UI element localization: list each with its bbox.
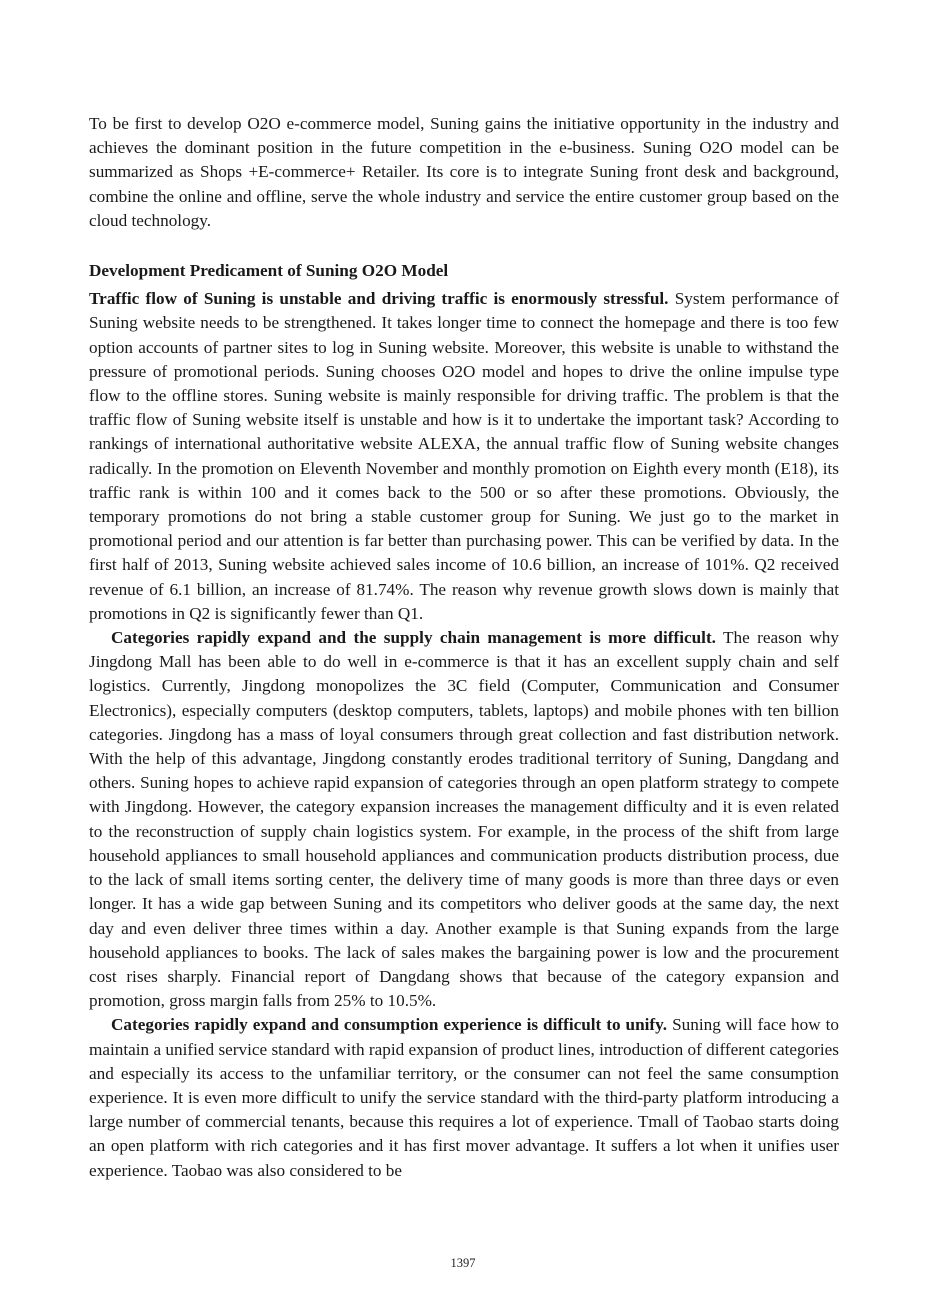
page-body (89, 112, 839, 1183)
paragraph-body: System performance of Suning website needs to be strengthened. It takes longer time to connect the homepage and there is too few option accounts of partner sites to log in Suning website. Moreover, this website is unable to withstand the pressure of promotional periods. Suning chooses O2O model and hopes to drive the online impulse type flow to the offline stores. Suning website is mainly responsible for driving traffic. The problem is that the traffic flow of Suning website itself is unstable and how is it to undertake the important task? According to rankings of international authoritative website ALEXA, the annual traffic flow of Suning website changes radically. In the promotion on Eleventh November and monthly promotion on Eighth every month (E18), its traffic rank is within 100 and it comes back to the 500 or so after these promotions. Obviously, the temporary promotions do not bring a stable customer group for Suning. We just go to the market in promotional period and our attention is far better than purchasing power. This can be verified by data. In the first half of 2013, Suning website achieved sales income of 10.6 billion, an increase of 101%. Q2 received revenue of 6.1 billion, an increase of 81.74%. The reason why revenue growth slows down is mainly that promotions in Q2 is significantly fewer than Q1. (89, 289, 839, 623)
paragraph-supply-chain (89, 626, 839, 1013)
section-heading: Development Predicament of Suning O2O Model (89, 261, 449, 281)
intro-paragraph: To be first to develop O2O e-commerce model, Suning gains the initiative opportunity in the industry and achieves the dominant position in the future competition in the e-business. Suning O2O model can be summarized as Shops +E-commerce+ Retailer. Its core is to integrate Suning front desk and background, combine the online and offline, serve the whole industry and service the entire customer group based on the cloud technology. (89, 114, 839, 230)
paragraph-consumption-experience (89, 1013, 839, 1182)
paragraph-body: Suning will face how to maintain a unified service standard with rapid expansion of product lines, introduction of different categories and especially its access to the unfamiliar territory, or the consumer can not feel the same consumption experience. It is even more difficult to unify the service standard with the third-party platform introducing a large number of commercial tenants, because this requires a lot of experience. Tmall of Taobao starts doing an open platform with rich categories and it has first mover advantage. It suffers a lot when it unifies user experience. Taobao was also considered to be (89, 1015, 839, 1180)
paragraph-lead: Categories rapidly expand and consumption experience is difficult to unify. (111, 1015, 668, 1035)
paragraph-body: The reason why Jingdong Mall has been able to do well in e-commerce is that it has an excellent supply chain and self logistics. Currently, Jingdong monopolizes the 3C field (Computer, Communication and Consumer Electronics), especially computers (desktop computers, tablets, laptops) and mobile phones with ten billion categories. Jingdong has a mass of loyal consumers through great collection and fast distribution network. With the help of this advantage, Jingdong constantly erodes traditional territory of Suning, Dangdang and others. Suning hopes to achieve rapid expansion of categories through an open platform strategy to compete with Jingdong. However, the category expansion increases the management difficulty and it is even related to the reconstruction of supply chain logistics system. For example, in the process of the shift from large household appliances to small household appliances and communication products distribution process, due to the lack of small items sorting center, the delivery time of many goods is more than three days or even longer. It has a wide gap between Suning and its competitors who deliver goods at the same day, the next day and even deliver three times within a day. Another example is that Suning expands from the large household appliances to books. The lack of sales makes the bargaining power is low and the procurement cost rises sharply. Financial report of Dangdang shows that because of the category expansion and promotion, gross margin falls from 25% to 10.5%. (89, 628, 839, 1011)
paragraph-lead: Traffic flow of Suning is unstable and driving traffic is enormously stressful. (89, 289, 669, 309)
paragraph-traffic-flow (89, 287, 839, 626)
page-number: 1397 (450, 1256, 476, 1270)
paragraph-lead: Categories rapidly expand and the supply chain management is more difficult. (111, 628, 716, 648)
